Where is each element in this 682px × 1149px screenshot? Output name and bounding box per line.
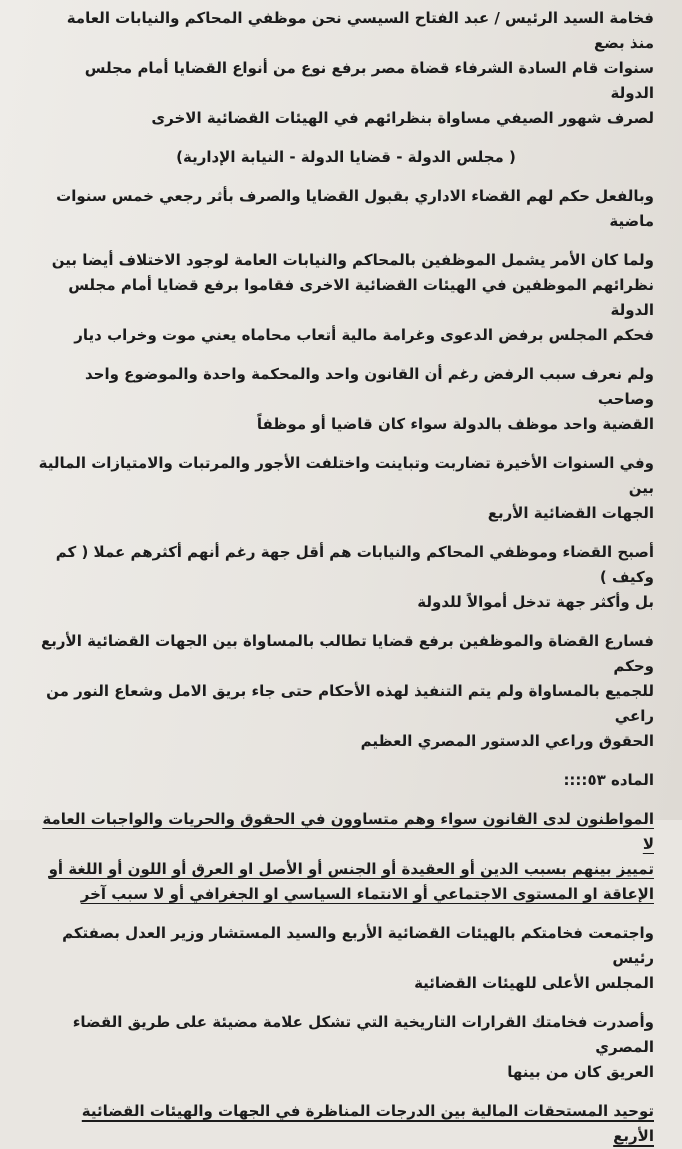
hope-line: الحقوق وراعي الدستور المصري العظيم bbox=[360, 732, 654, 750]
ruling-paragraph bbox=[38, 184, 654, 234]
employees-line: ولما كان الأمر يشمل الموظفين بالمحاكم والنيابات العامة لوجود الاختلاف أيضا بين bbox=[51, 251, 654, 269]
reason-line: ولم نعرف سبب الرفض رغم أن القانون واحد والمحكمة واحدة والموضوع واحد وصاحب bbox=[84, 365, 654, 408]
intro-line: سنوات قام السادة الشرفاء قضاة مصر برفع نوع من أنواع القضايا أمام مجلس الدولة bbox=[84, 59, 654, 102]
meeting-paragraph bbox=[38, 921, 654, 996]
wages-line: الجهات القضائية الأربع bbox=[487, 504, 654, 522]
ruling-line: وبالفعل حكم لهم القضاء الاداري بقبول القضايا والصرف بأثر رجعي خمس سنوات ماضية bbox=[56, 187, 654, 230]
wages-paragraph bbox=[38, 451, 654, 526]
employees-line: فحكم المجلس برفض الدعوى وغرامة مالية أتعاب محاماه يعني موت وخراب ديار bbox=[74, 326, 654, 344]
least-paid-paragraph bbox=[38, 540, 654, 615]
employees-line: نظرائهم الموظفين في الهيئات القضائية الاخرى فقاموا برفع قضايا أمام مجلس الدولة bbox=[68, 276, 654, 319]
intro-paragraph bbox=[38, 6, 654, 131]
decisions-paragraph bbox=[38, 1010, 654, 1085]
article-line: تمييز بينهم بسبب الدين أو العقيدة أو الجنس أو الأصل او العرق أو اللون أو اللغة أو bbox=[48, 860, 654, 878]
least-paid-line: بل وأكثر جهة تدخل أموالاً للدولة bbox=[417, 593, 654, 611]
hope-line: فسارع القضاة والموظفين برفع قضايا تطالب بالمساواة بين الجهات القضائية الأربع وحكم bbox=[41, 632, 654, 675]
wages-line: وفي السنوات الأخيرة تضاربت وتباينت واختلفت الأجور والمرتبات والامتيازات المالية بين bbox=[38, 454, 654, 497]
hope-paragraph bbox=[38, 629, 654, 754]
least-paid-line: أصبح القضاء وموظفي المحاكم والنيابات هم أقل جهة رغم أنهم أكثرهم عملا ( كم وكيف ) bbox=[55, 543, 654, 586]
article-line: الإعاقة او المستوى الاجتماعي أو الانتماء السياسي او الجغرافي أو لا سبب آخر bbox=[80, 885, 654, 903]
intro-line: لصرف شهور الصيفي مساواة بنظرائهم في الهيئات القضائية الاخرى bbox=[151, 109, 654, 127]
decisions-line: وأصدرت فخامتك القرارات التاريخية التي تشكل علامة مضيئة على طريق القضاء المصري bbox=[72, 1013, 654, 1056]
intro-line: فخامة السيد الرئيس / عبد الفتاح السيسي نحن موظفي المحاكم والنيابات العامة منذ بضع bbox=[66, 9, 654, 52]
reason-line: القضية واحد موظف بالدولة سواء كان قاضيا أو موظفاً bbox=[256, 415, 654, 433]
decisions-line: العريق كان من بينها bbox=[507, 1063, 654, 1081]
unify-dues-line: توحيد المستحقات المالية بين الدرجات المناظرة في الجهات والهيئات القضائية الأربع bbox=[81, 1102, 654, 1145]
meeting-line: واجتمعت فخامتكم بالهيئات القضائية الأربع والسيد المستشار وزير العدل بصفتكم رئيس bbox=[62, 924, 654, 967]
employees-paragraph bbox=[38, 248, 654, 348]
article-53-text bbox=[38, 807, 654, 907]
meeting-line: المجلس الأعلى للهيئات القضائية bbox=[414, 974, 654, 992]
letter-body bbox=[38, 6, 654, 1149]
reason-paragraph bbox=[38, 362, 654, 437]
article-53-title: الماده ٥٣:::: bbox=[563, 771, 654, 789]
hope-line: للجميع بالمساواة ولم يتم التنفيذ لهذه الأحكام حتى جاء بريق الامل وشعاع النور من راعي bbox=[46, 682, 654, 725]
article-line: المواطنون لدى القانون سواء وهم متساوون في الحقوق والحريات والواجبات العامة لا bbox=[42, 810, 654, 853]
judicial-bodies-line: ( مجلس الدولة - قضايا الدولة - النيابة الإدارية) bbox=[176, 148, 516, 166]
